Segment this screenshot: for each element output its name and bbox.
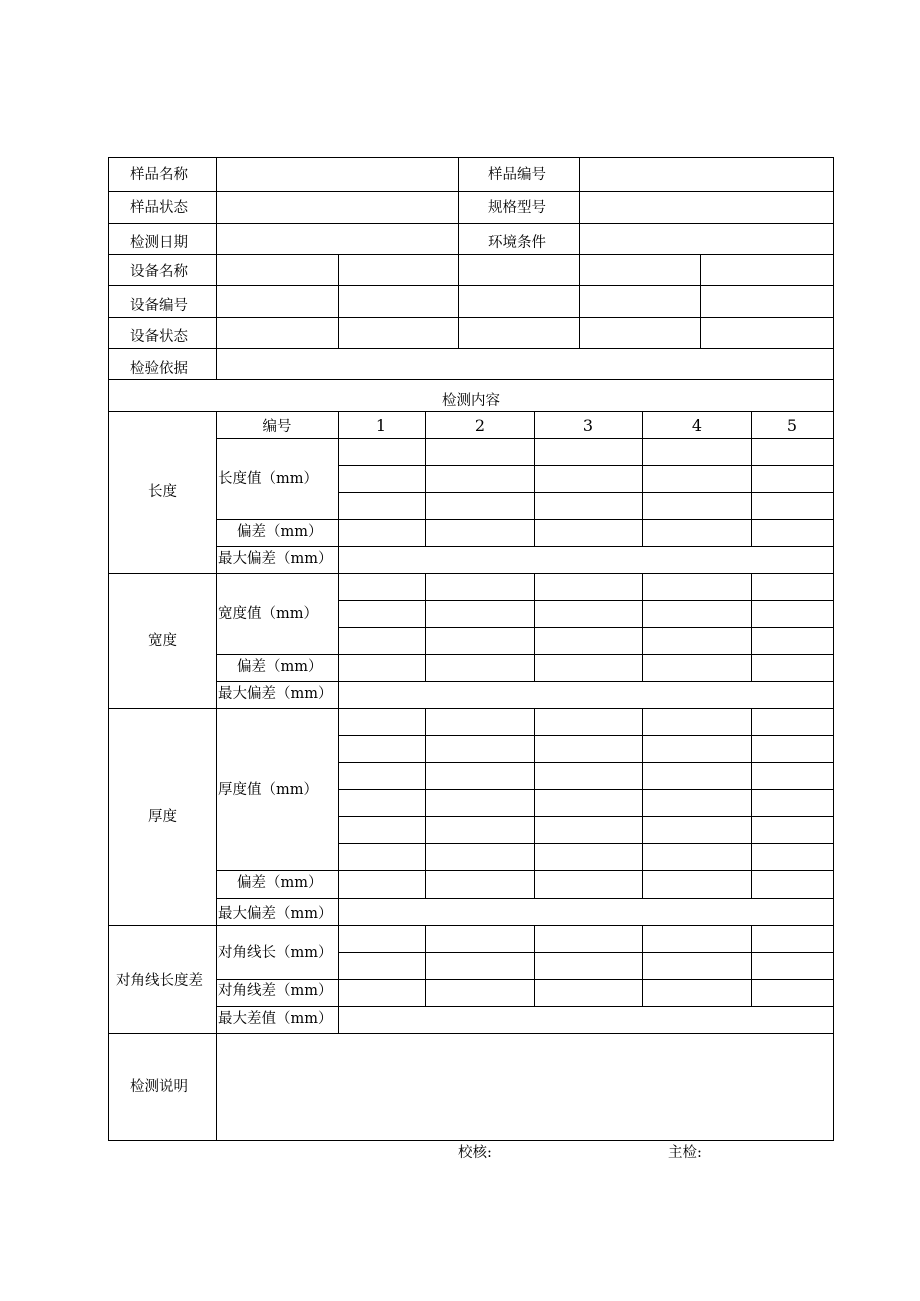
equip-no-label: 设备编号 [130, 298, 188, 314]
content-title: 检测内容 [442, 393, 500, 409]
diagonal-max-label: 最大差值（mm） [218, 1011, 333, 1027]
notes-label: 检测说明 [130, 1079, 188, 1095]
width-dev-label: 偏差（mm） [237, 659, 323, 675]
sample-name-label: 样品名称 [130, 167, 188, 183]
column-3-label: 3 [582, 416, 594, 435]
diagonal-title: 对角线长度差 [116, 973, 203, 989]
reviewer-label: 校核: [458, 1145, 492, 1161]
width-max-dev-label: 最大偏差（mm） [218, 686, 333, 702]
length-max-dev-label: 最大偏差（mm） [218, 551, 333, 567]
sample-state-label: 样品状态 [130, 200, 188, 216]
diagonal-dev-label: 对角线差（mm） [218, 983, 333, 999]
diagonal-len-label: 对角线长（mm） [218, 945, 333, 961]
length-value-label: 长度值（mm） [218, 471, 318, 487]
sample-no-label: 样品编号 [488, 167, 546, 183]
column-5-label: 5 [786, 416, 798, 435]
test-date-label: 检测日期 [130, 235, 188, 251]
inspector-label: 主检: [668, 1145, 702, 1161]
env-condition-label: 环境条件 [488, 235, 546, 251]
length-dev-label: 偏差（mm） [237, 524, 323, 540]
column-2-label: 2 [474, 416, 486, 435]
equip-state-label: 设备状态 [130, 329, 188, 345]
thickness-dev-label: 偏差（mm） [237, 875, 323, 891]
thickness-max-dev-label: 最大偏差（mm） [218, 906, 333, 922]
column-4-label: 4 [691, 416, 703, 435]
equip-name-label: 设备名称 [130, 264, 188, 280]
thickness-value-label: 厚度值（mm） [218, 782, 318, 798]
length-title: 长度 [148, 484, 177, 500]
column-no-label: 编号 [262, 419, 292, 435]
spec-model-label: 规格型号 [488, 200, 546, 216]
thickness-title: 厚度 [148, 809, 177, 825]
width-value-label: 宽度值（mm） [218, 606, 318, 622]
width-title: 宽度 [148, 633, 177, 649]
basis-label: 检验依据 [130, 361, 188, 377]
column-1-label: 1 [375, 416, 387, 435]
